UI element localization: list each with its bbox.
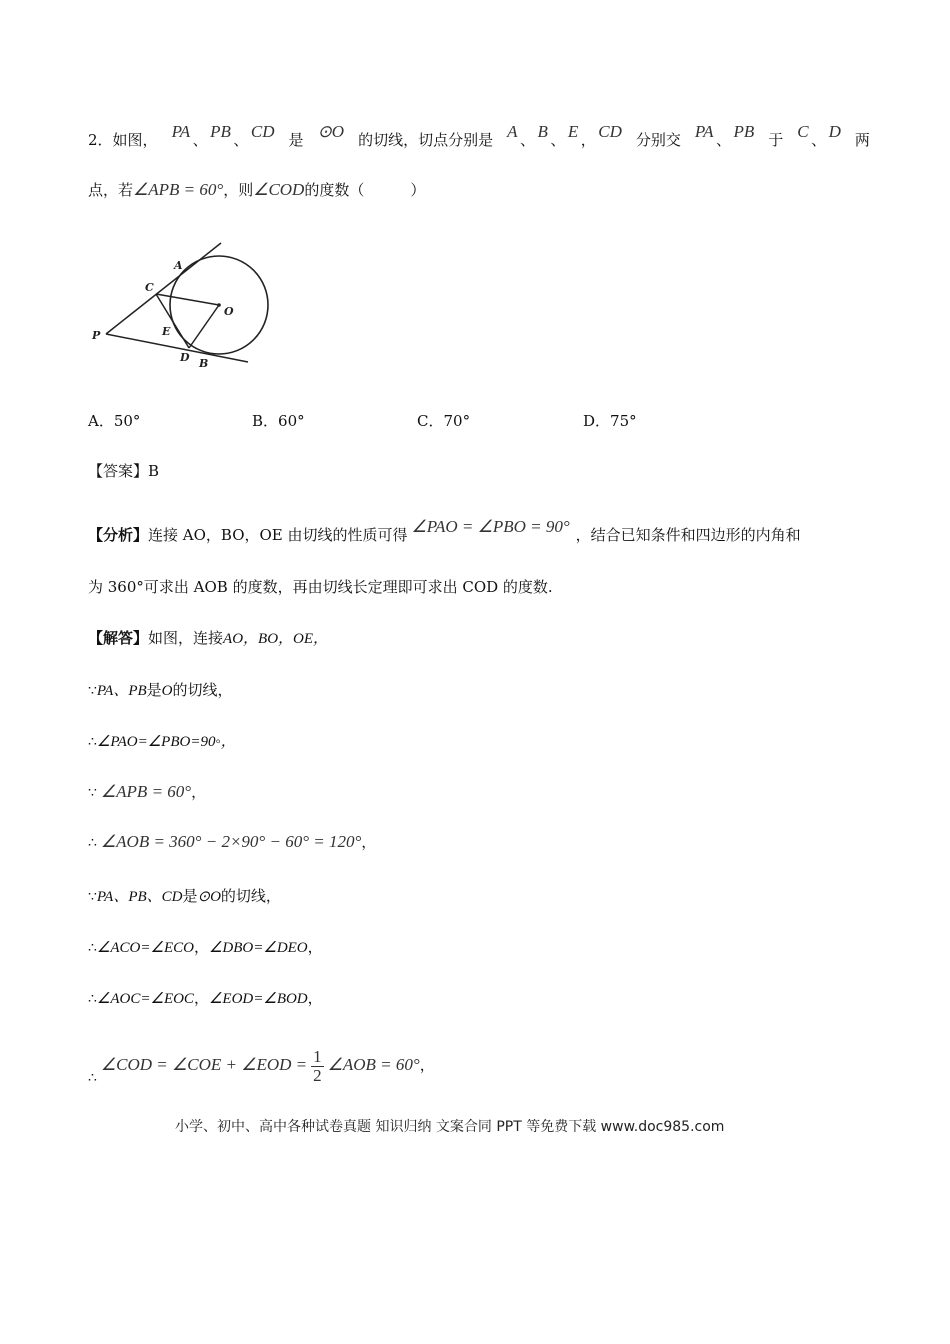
label-e: E [162, 325, 171, 338]
center-dot [217, 303, 221, 307]
solution-line-6: ∵PA、PB、CD是⊙O的切线， [88, 887, 281, 905]
label-o: O [224, 305, 234, 318]
condition-angle: ∠APB = 60° [133, 180, 224, 199]
label-b: B [199, 357, 209, 370]
label-p: P [92, 329, 101, 342]
solution-line-5: ∴ ∠AOB = 360° − 2×90° − 60° = 120°， [88, 832, 377, 851]
option-a: A．50° [88, 412, 141, 430]
solution-line-8: ∴∠AOC=∠EOC，∠EOD=∠BOD， [88, 989, 323, 1007]
geometry-figure [86, 236, 286, 376]
answer-tag: 【答案】 [88, 462, 149, 480]
solution-line-3: ∴∠PAO=∠PBO=90◦， [88, 734, 236, 750]
question-number: 2． [88, 131, 113, 149]
question-line-1: 2．如图， PA 、 PB 、 CD 是 ⊙O 的切线，切点分别是 A 、 B 、 E ， CD 分别交 PA 、 PB 于 C 、 D 两 [88, 122, 870, 149]
option-d: D．75° [583, 412, 637, 430]
analysis-line-1: 【分析】连接 AO，BO，OE 由切线的性质可得 ∠PAO = ∠PBO = 90° ，结合已知条件和四边形的内角和 [88, 517, 801, 544]
option-c: C．70° [417, 412, 471, 430]
footer-text: 小学、初中、高中各种试卷真题 知识归纳 文案合同 PPT 等免费下载 www.doc985.com [175, 1119, 725, 1135]
solution-tag: 【解答】 [88, 629, 149, 647]
tangent-pa [106, 243, 221, 334]
analysis-formula: ∠PAO = ∠PBO = 90° [411, 517, 570, 536]
label-a: A [174, 259, 183, 272]
solution-line-7: ∴∠ACO=∠ECO，∠DBO=∠DEO， [88, 938, 323, 956]
option-b: B．60° [252, 412, 305, 430]
answer [88, 461, 159, 481]
analysis-tag: 【分析】 [88, 526, 149, 544]
segment-do [189, 305, 219, 348]
solution-line-2: ∵PA、PB是O的切线， [88, 681, 233, 699]
analysis-line-2: 为 360°可求出 AOB 的度数，再由切线长定理即可求出 COD 的度数. [88, 578, 553, 596]
label-d: D [180, 351, 190, 364]
answer-value: B [148, 462, 160, 480]
question-line-2: 点，若∠APB = 60°，则∠COD的度数（ ） [88, 180, 426, 199]
asked-angle: ∠COD [253, 180, 305, 199]
fraction-half: $\frac{1}{2}$ [313, 1046, 322, 1085]
solution-line-9: ∴∠COD = ∠COE + ∠EOD = $\frac{1}{2}$ ∠AOB = 60°， [88, 1046, 435, 1086]
solution-line-4: ∵ ∠APB = 60°， [88, 782, 207, 801]
tangent-cd [156, 294, 189, 348]
tangent-pb [106, 334, 248, 362]
solution-line-1: 【解答】如图，连接AO，BO，OE， [88, 629, 329, 647]
segment-co [156, 294, 219, 305]
label-c: C [145, 281, 154, 294]
